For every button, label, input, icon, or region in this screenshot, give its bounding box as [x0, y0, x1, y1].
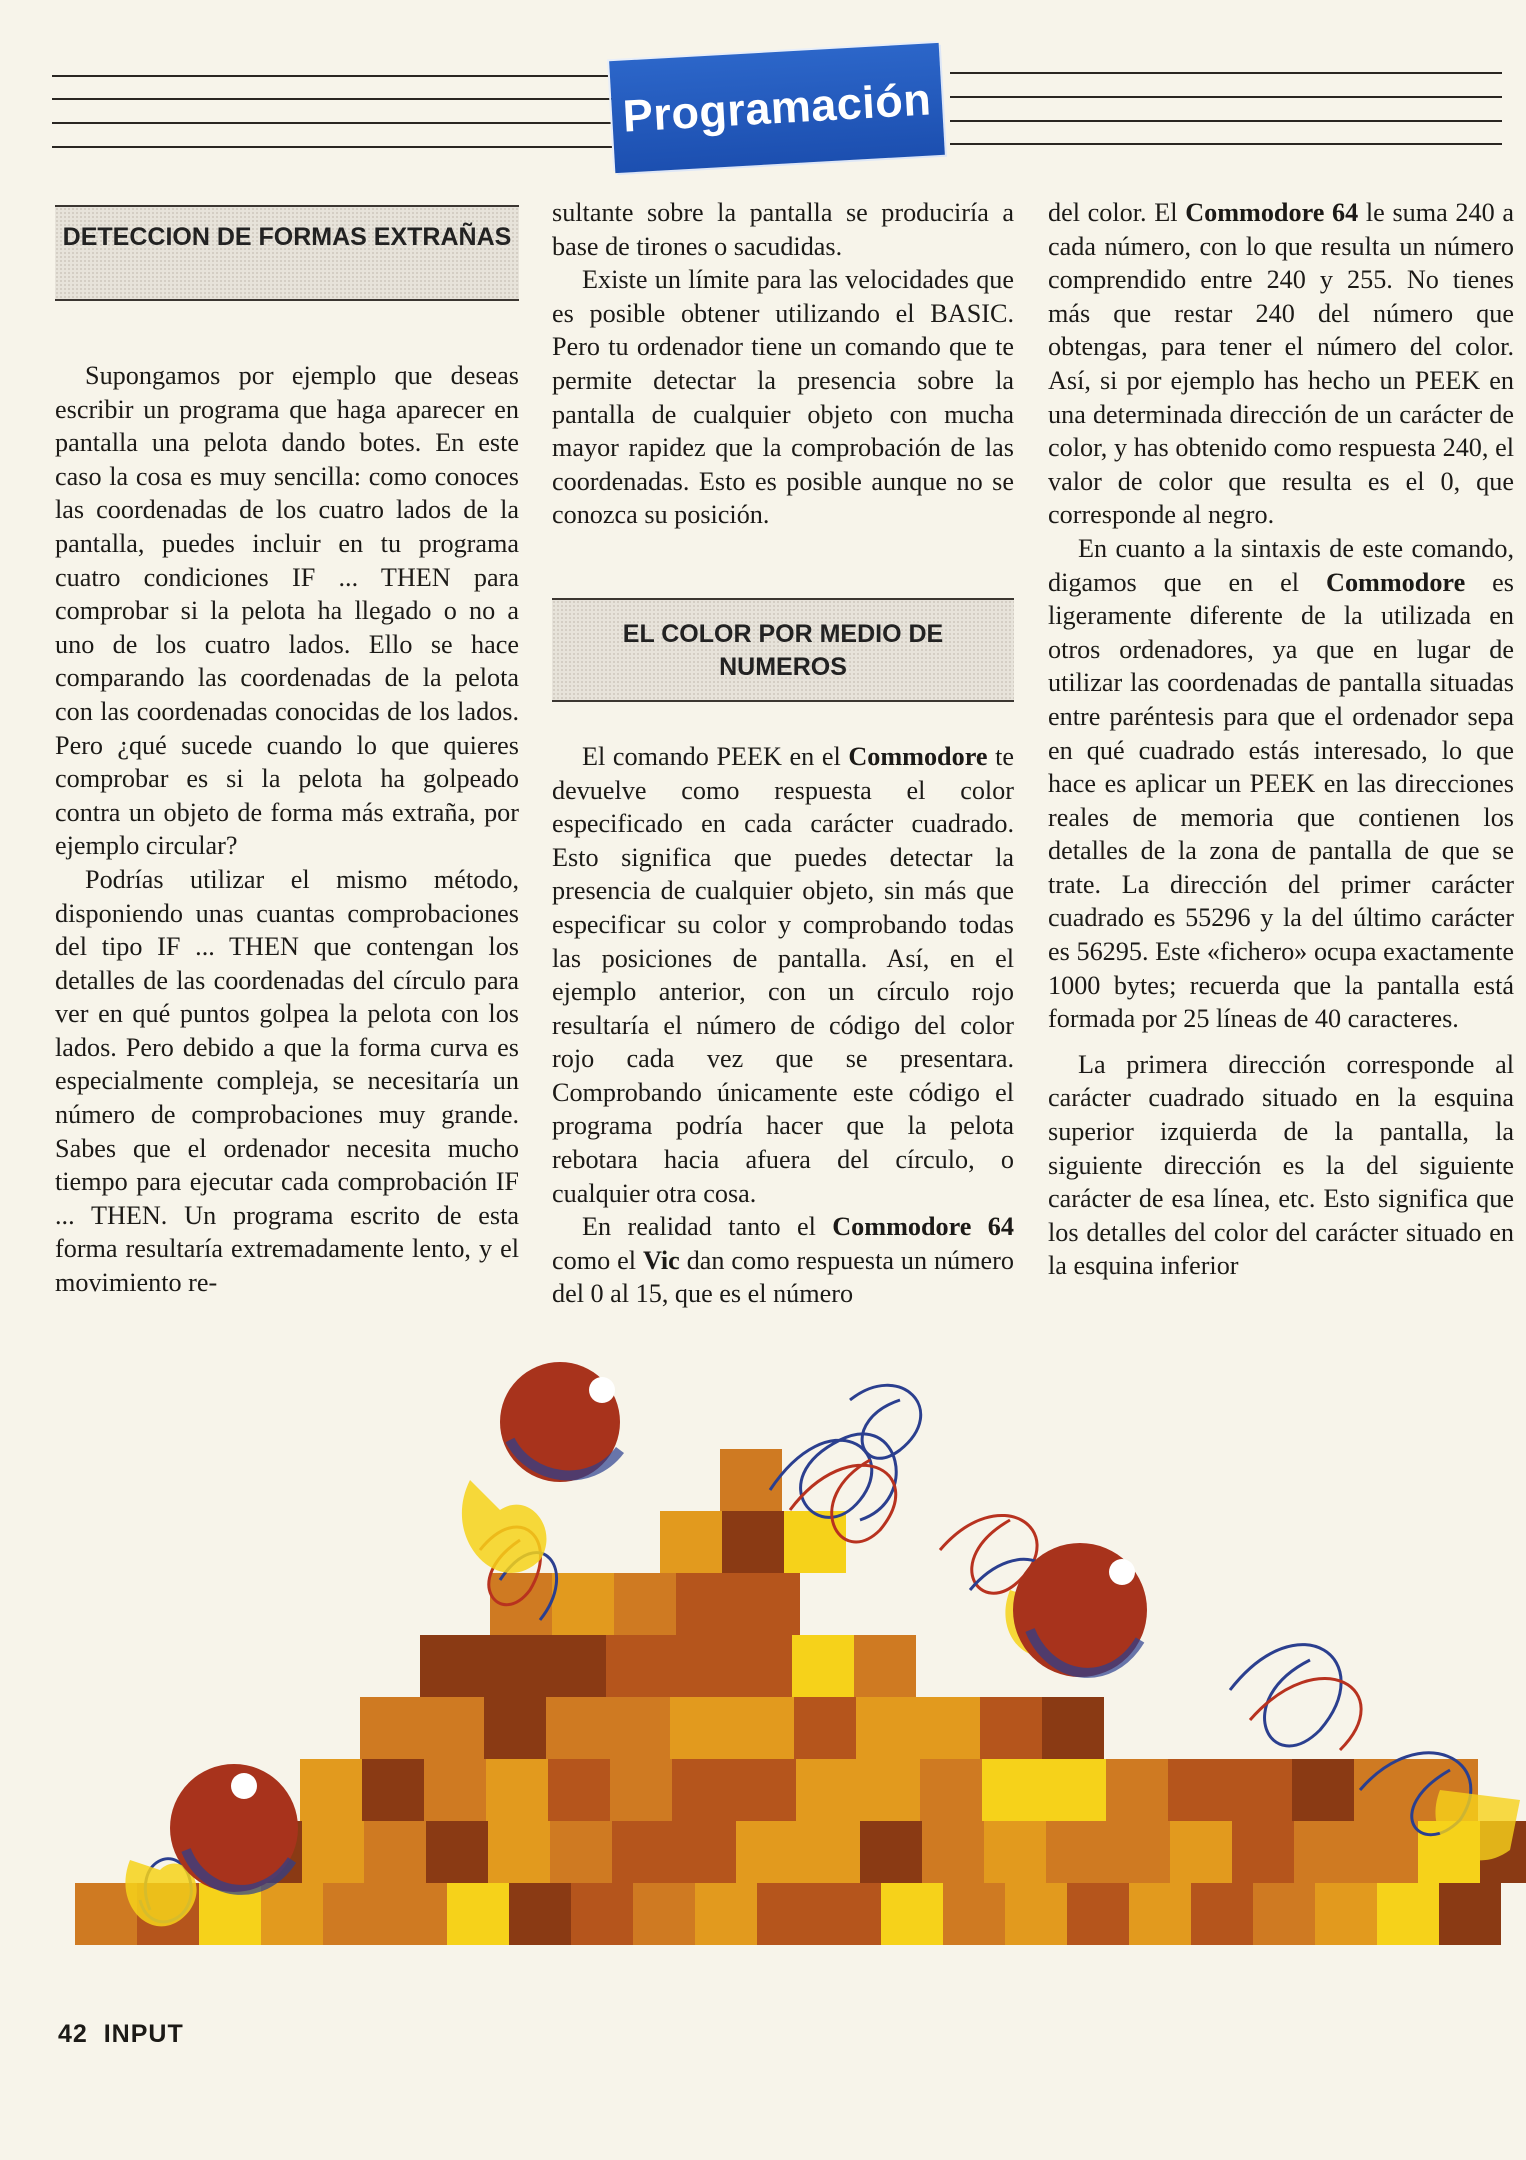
pyramid-block — [447, 1883, 509, 1945]
pyramid-block — [1439, 1883, 1501, 1945]
pyramid-block — [984, 1821, 1046, 1883]
col2-paragraph-3 — [552, 740, 1014, 1210]
page-number: 42 — [58, 2020, 88, 2048]
pyramid-block — [792, 1635, 854, 1697]
pyramid-block — [1230, 1759, 1292, 1821]
pyramid-block — [300, 1759, 362, 1821]
col3-p2-text-a: En cuanto a la sintaxis de este comando, digamos que en el — [1048, 533, 1514, 597]
page-footer — [58, 2020, 184, 2049]
col3-paragraph-2 — [1048, 532, 1514, 1036]
pyramid-block — [1108, 1821, 1170, 1883]
pyramid-block — [672, 1759, 734, 1821]
pyramid-block — [784, 1511, 846, 1573]
pyramid-block — [819, 1883, 881, 1945]
ball-2-highlight — [1109, 1559, 1135, 1585]
pyramid-block — [730, 1635, 792, 1697]
pyramid-block — [856, 1697, 918, 1759]
ball-2 — [1013, 1543, 1147, 1677]
pyramid-block — [1067, 1883, 1129, 1945]
pyramid-block — [980, 1697, 1042, 1759]
pyramid-block — [608, 1697, 670, 1759]
pyramid-block — [633, 1883, 695, 1945]
pyramid-block — [1292, 1759, 1354, 1821]
pyramid-block — [660, 1511, 722, 1573]
column-1 — [55, 205, 519, 1300]
magazine-name: INPUT — [103, 2020, 184, 2048]
col2-paragraph-1: sultante sobre la pantalla se produciría a base de tirones o sacudidas. — [552, 198, 1014, 261]
heading-detection-text: DETECCION DE FORMAS EXTRAÑAS — [62, 223, 512, 251]
ball-1-highlight — [589, 1377, 615, 1403]
pyramid-block — [571, 1883, 633, 1945]
pyramid-block — [676, 1573, 738, 1635]
pyramid-block — [544, 1635, 606, 1697]
col2-p4-text-a: En realidad tanto el — [582, 1212, 833, 1242]
col3-paragraph-3: La primera dirección corresponde al carácter cuadrado situado en la esquina superior izquierda de la pantalla, la siguiente dirección es la del siguiente carácter de esa línea, etc. Esto significa que los detalles del color del carácter situado en la esquina inferior — [1048, 1049, 1514, 1281]
scribble-right — [1230, 1645, 1341, 1746]
pyramid-block — [385, 1883, 447, 1945]
pyramid-block — [860, 1821, 922, 1883]
pyramid-block — [734, 1759, 796, 1821]
pyramid-block — [1315, 1883, 1377, 1945]
pyramid-block — [362, 1759, 424, 1821]
pyramid-block — [794, 1697, 856, 1759]
col2-p3-text-c: te devuelve como respuesta el color especificado en cada carácter cuadrado. Esto significa que puedes detectar la presencia de cualquier objeto, sin más que especificar su color y comprobando todas las posiciones de pantalla. Así, en el ejemplo anterior, con un círculo rojo resultaría el número de código del color rojo cada vez que se presentara. Comprobando únicamente este código el programa podría hacer que la pelota rebotara hacia afuera del círculo, o cualquier otra cosa. — [552, 741, 1014, 1208]
pyramid-block — [546, 1697, 608, 1759]
pyramid-block — [757, 1883, 819, 1945]
pyramid-block — [854, 1635, 916, 1697]
pyramid-block — [736, 1821, 798, 1883]
col3-p1-text-a: del color. El — [1048, 198, 1186, 227]
pyramid-block — [1129, 1883, 1191, 1945]
col2-paragraph-2: Existe un límite para las velocidades que es posible obtener utilizando el BASIC. Pero tu ordenador tiene un comando que te permite detectar la presencia sobre la pantalla de cualquier objeto con mucha mayor rapidez que la comprobación de las coordenadas. Esto es posible aunque no se conozca su posición. — [552, 265, 1014, 530]
pyramid-block — [1042, 1697, 1104, 1759]
pyramid-block — [1377, 1883, 1439, 1945]
col2-p4-text-e: dan como respuesta un número del 0 al 15, que es el número — [552, 1245, 1014, 1309]
col2-paragraph-4 — [552, 1210, 1014, 1311]
ball-1 — [500, 1362, 620, 1482]
heading-color — [552, 598, 1014, 702]
pyramid-block — [360, 1697, 422, 1759]
section-label: Programación — [621, 73, 933, 142]
pyramid-block — [858, 1759, 920, 1821]
pyramid-block — [550, 1821, 612, 1883]
col3-p2-bold: Commodore — [1326, 567, 1466, 597]
col1-paragraph-2: Podrías utilizar el mismo método, disponiendo unas cuantas comprobaciones del tipo IF ... THEN que contengan los detalles de las coordenadas del círculo para ver en qué puntos golpea la pelota con los lados. Pero debido a que la forma curva es especialmente compleja, se necesitaría un número de comprobaciones muy grande. Sabes que el ordenador necesita mucho tiempo para ejecutar cada comprobación IF ... THEN. Un programa escrito de esta forma resultaría extremadamente lento, y el movimiento re- — [55, 864, 519, 1298]
pyramid-block — [738, 1573, 800, 1635]
col2-p3-bold: Commodore — [848, 741, 988, 771]
col2-p4-text-c: como el — [552, 1245, 643, 1275]
pyramid-block — [722, 1511, 784, 1573]
pyramid-block — [1106, 1759, 1168, 1821]
pyramid-block — [482, 1635, 544, 1697]
pyramid-block — [422, 1697, 484, 1759]
pyramid-block — [302, 1821, 364, 1883]
pyramid-block — [732, 1697, 794, 1759]
pyramid-block — [943, 1883, 1005, 1945]
pyramid-block — [1168, 1759, 1230, 1821]
pyramid-block — [610, 1759, 672, 1821]
pyramid-block — [1232, 1821, 1294, 1883]
col3-p1-bold: Commodore 64 — [1185, 198, 1359, 227]
pyramid-block — [552, 1573, 614, 1635]
col3-paragraph-1 — [1048, 196, 1514, 532]
pyramid-block — [1294, 1821, 1356, 1883]
pyramid-block — [796, 1759, 858, 1821]
col3-p2-text-c: es ligeramente diferente de la utilizada en otros ordenadores, ya que en lugar de utilizar las coordenadas de pantalla situadas entre paréntesis para que el ordenador sepa en qué cuadrado estás interesado, lo que hace es aplicar un PEEK en las direcciones reales de memoria que contienen los detalles de la zona de pantalla de que se trate. La dirección del primer carácter cuadrado es 55296 y la del último carácter es 56295. Este «fichero» ocupa exactamente 1000 bytes; recuerda que la pantalla está formada por 25 líneas de 40 caracteres. — [1048, 567, 1514, 1034]
pyramid-block — [484, 1697, 546, 1759]
pyramid-block — [509, 1883, 571, 1945]
pyramid-block — [420, 1635, 482, 1697]
pyramid-block — [720, 1449, 782, 1511]
pyramid-block — [668, 1635, 730, 1697]
pyramid-block — [920, 1759, 982, 1821]
pyramid-block — [261, 1883, 323, 1945]
pyramid-block — [695, 1883, 757, 1945]
pyramid-block — [612, 1821, 674, 1883]
bouncing-balls-illustration — [0, 1340, 1526, 2010]
col3-p1-text-c: le suma 240 a cada número, con lo que resulta un número comprendido entre 240 y 255. No tienes más que restar 240 del número que obtengas, para tener el número del color. Así, si por ejemplo has hecho un PEEK en una determinada dirección de un carácter de color, y has obtenido como respuesta 240, el valor de color que resulta es el 0, que corresponde al negro. — [1048, 198, 1514, 530]
column-3 — [1048, 196, 1514, 1283]
pyramid-block — [670, 1697, 732, 1759]
pyramid-block — [1046, 1821, 1108, 1883]
ball-3 — [170, 1764, 298, 1892]
ball-3-highlight — [231, 1773, 257, 1799]
col2-p3-text-a: El comando PEEK en el — [582, 741, 849, 771]
pyramid-block — [798, 1821, 860, 1883]
col2-p4-bold-2: Vic — [642, 1245, 680, 1275]
pyramid-block — [674, 1821, 736, 1883]
pyramid-block — [614, 1573, 676, 1635]
pyramid-block — [424, 1759, 486, 1821]
block-pyramid — [75, 1449, 1526, 1945]
pyramid-block — [1253, 1883, 1315, 1945]
pyramid-block — [1005, 1883, 1067, 1945]
pyramid-block — [486, 1759, 548, 1821]
pyramid-block — [606, 1635, 668, 1697]
scribble-right-red — [1250, 1679, 1361, 1750]
column-2 — [552, 196, 1014, 1311]
pyramid-block — [982, 1759, 1044, 1821]
pyramid-block — [922, 1821, 984, 1883]
pyramid-block — [364, 1821, 426, 1883]
pyramid-block — [1191, 1883, 1253, 1945]
pyramid-block — [1356, 1821, 1418, 1883]
pyramid-block — [1170, 1821, 1232, 1883]
pyramid-block — [426, 1821, 488, 1883]
pyramid-block — [881, 1883, 943, 1945]
pyramid-block — [488, 1821, 550, 1883]
pyramid-block — [1044, 1759, 1106, 1821]
heading-color-text: EL COLOR POR MEDIO DE NUMEROS — [622, 619, 944, 681]
section-badge — [609, 43, 945, 173]
pyramid-block — [323, 1883, 385, 1945]
pyramid-block — [548, 1759, 610, 1821]
col1-paragraph-1: Supongamos por ejemplo que deseas escribir un programa que haga aparecer en pantalla una pelota dando botes. En este caso la cosa es muy sencilla: como conoces las coordenadas de los cuatro lados de la pantalla, puedes incluir en tu programa cuatro condiciones IF ... THEN para comprobar si la pelota ha llegado o no a uno de los cuatro lados. Ello se hace comparando las coordenadas de la pelota con las coordenadas conocidas de los lados. Pero ¿qué sucede cuando lo que quieres comprobar es si la pelota ha golpeado contra un objeto de forma más extraña, por ejemplo circular? — [55, 361, 519, 861]
pyramid-block — [918, 1697, 980, 1759]
heading-detection — [55, 205, 519, 301]
col2-p4-bold-1: Commodore 64 — [832, 1212, 1014, 1242]
flare-ball1 — [462, 1480, 547, 1573]
